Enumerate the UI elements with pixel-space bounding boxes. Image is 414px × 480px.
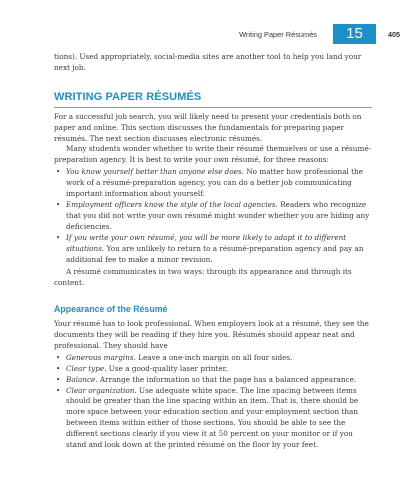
list-item-text: Leave a one-inch margin on all four sides.	[135, 352, 293, 362]
running-header	[239, 24, 400, 44]
subsection-heading: Appearance of the Résumé	[54, 304, 168, 315]
list-item	[54, 364, 372, 375]
list-item	[54, 200, 372, 233]
list-item	[54, 167, 372, 200]
appearance-list	[54, 353, 372, 451]
list-item-lead: You know yourself better than anyone else does.	[66, 167, 245, 177]
subsection-paragraph: Your résumé has to look professional. When employers look at a résumé, they see the documents they will be reading if they hire you. Résumés should appear neat and professional. They should have	[54, 319, 369, 350]
chapter-number-badge: 15	[333, 24, 376, 44]
list-item-text: Readers who recognize that you did not write your own résumé might wonder whether you are hiding any deficiencies.	[66, 199, 370, 231]
list-item-text: No matter how professional the work of a résumé-preparation agency, you can do a better job communicating important information about yourself.	[66, 167, 364, 199]
list-item-lead: Clear type.	[66, 363, 107, 373]
list-item	[54, 233, 372, 266]
bullet-icon: •	[56, 199, 61, 209]
list-item-text: Use a good-quality laser printer.	[106, 363, 228, 373]
list-item-text: Use adequate white space. The line spacing between items should be greater than the line spacing within an item. That is, there should be more space between your education section and your employment section than between items within either of those sections. You should be able to see the different sections clearly if you view it at 50 percent on your monitor or if you stand and look down at the printed résumé on the floor by your feet.	[66, 385, 359, 450]
bullet-icon: •	[56, 374, 61, 384]
bullet-icon: •	[56, 232, 61, 242]
page-number: 405	[388, 29, 400, 39]
section-paragraph-2: Many students wonder whether to write their résumé themselves or use a résumé-preparation agency. It is best to write your own résumé, for three reasons:	[54, 144, 372, 165]
list-item-text: You are unlikely to return to a résumé-preparation agency and pay an additional fee to make a minor revision.	[66, 243, 364, 264]
section-heading: WRITING PAPER RÉSUMÉS	[54, 92, 372, 108]
page-content	[54, 52, 372, 451]
bullet-icon: •	[56, 385, 61, 395]
list-item-lead: Employment officers know the style of the local agencies.	[66, 199, 278, 209]
intro-continuation: tions). Used appropriately, social-media sites are another tool to help you land your next job.	[54, 52, 362, 72]
list-item-text: Arrange the information so that the page has a balanced appearance.	[97, 374, 357, 384]
list-item	[54, 375, 372, 386]
list-item-lead: Generous margins.	[66, 352, 136, 362]
reasons-list	[54, 167, 372, 265]
bullet-icon: •	[56, 363, 61, 373]
list-item	[54, 353, 372, 364]
section-paragraph-1: For a successful job search, you will likely need to present your credentials both on paper and online. This section discusses the fundamentals for preparing paper résumés. The next section discusses electronic résumés.	[54, 111, 362, 143]
section-paragraph-3: A résumé communicates in two ways: through its appearance and through its content.	[54, 267, 352, 288]
running-title: Writing Paper Résumés	[239, 29, 317, 39]
bullet-icon: •	[56, 167, 61, 177]
bullet-icon: •	[56, 352, 61, 362]
list-item-lead: Clear organization.	[66, 385, 137, 395]
list-item-lead: If you write your own résumé, you will be more likely to adapt it to different situations.	[66, 232, 347, 253]
list-item	[54, 386, 372, 451]
list-item-lead: Balance.	[66, 374, 98, 384]
